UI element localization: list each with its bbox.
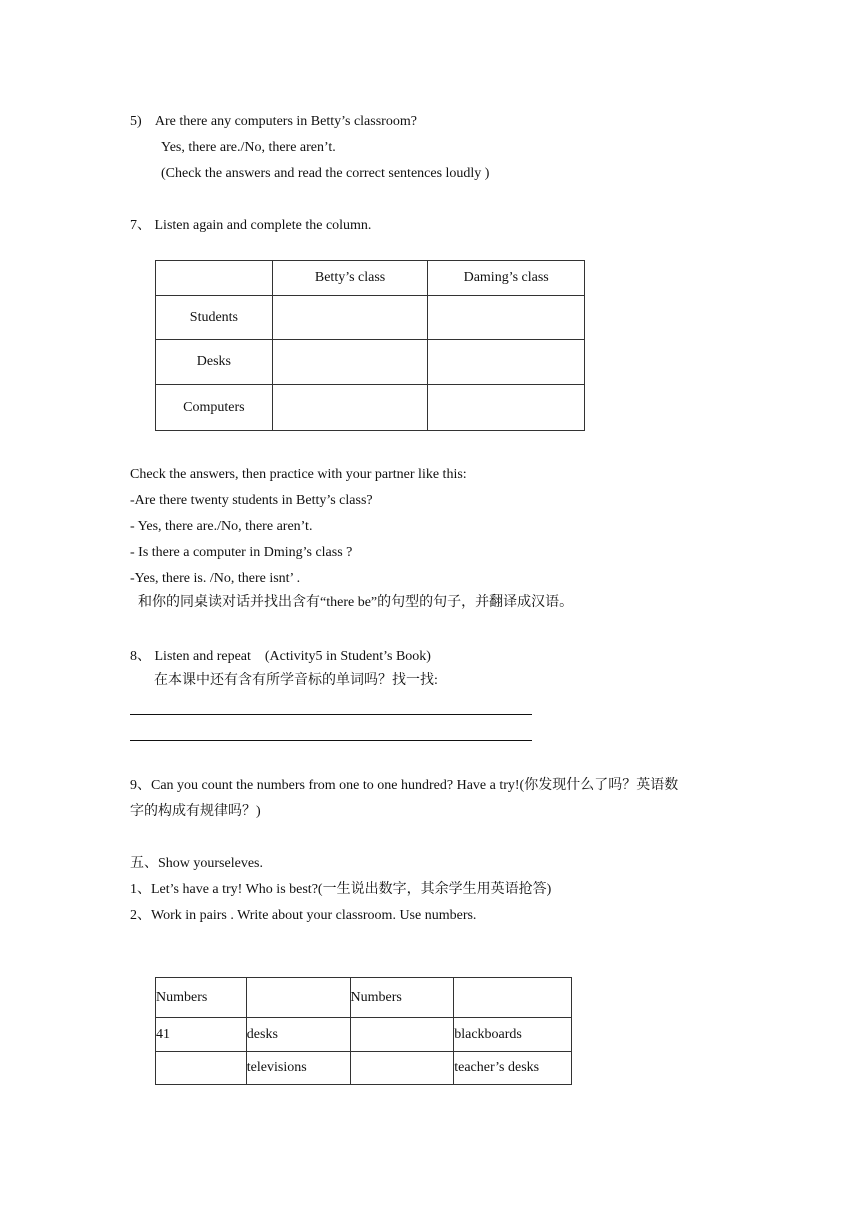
class-comparison-table (155, 260, 585, 431)
chinese-task: 和你的同桌读对话并找出含有“there be”的句型的句子，并翻译成汉语。 (138, 595, 574, 610)
practice-line: -Yes, there is. /No, there isnt’ . (130, 571, 301, 586)
table-row (156, 296, 585, 340)
item-cell: blackboards (454, 1018, 572, 1052)
table-header-cell: Numbers (156, 978, 247, 1018)
item-cell: teacher’s desks (454, 1052, 572, 1085)
q7-heading: 7、 Listen again and complete the column. (130, 218, 372, 233)
practice-line: -Are there twenty students in Betty’s class? (130, 493, 373, 508)
answer-cell[interactable] (272, 385, 428, 431)
table-header-cell (156, 261, 273, 296)
answer-line[interactable] (130, 714, 532, 715)
table-header-cell: Daming’s class (428, 261, 585, 296)
table-header-cell: Numbers (350, 978, 454, 1018)
practice-intro: Check the answers, then practice with your partner like this: (130, 467, 467, 482)
number-cell: 41 (156, 1018, 247, 1052)
table-row (156, 385, 585, 431)
answer-cell[interactable] (246, 978, 350, 1018)
answer-line[interactable] (130, 740, 532, 741)
answer-cell[interactable] (428, 296, 585, 340)
answer-cell[interactable] (272, 296, 428, 340)
q5-instruction: (Check the answers and read the correct sentences loudly ) (161, 166, 490, 181)
number-cell[interactable] (156, 1052, 247, 1085)
q8-heading: 8、 Listen and repeat (Activity5 in Student’s Book) (130, 649, 431, 664)
q5-answer: Yes, there are./No, there aren’t. (161, 140, 336, 155)
table-header-row (156, 978, 572, 1018)
number-cell[interactable] (350, 1018, 454, 1052)
table-header-cell: Betty’s class (272, 261, 428, 296)
answer-cell[interactable] (272, 340, 428, 385)
section5-heading: 五、Show yourseleves. (130, 856, 263, 871)
number-cell[interactable] (350, 1052, 454, 1085)
item-cell: televisions (246, 1052, 350, 1085)
q9-line2: 字的构成有规律吗？) (130, 804, 261, 819)
table-header-row (156, 261, 585, 296)
row-label: Students (156, 296, 273, 340)
answer-cell[interactable] (454, 978, 572, 1018)
section5-item2: 2、Work in pairs . Write about your classroom. Use numbers. (130, 908, 477, 923)
practice-line: - Yes, there are./No, there aren’t. (130, 519, 313, 534)
row-label: Desks (156, 340, 273, 385)
practice-line: - Is there a computer in Dming’s class ? (130, 545, 353, 560)
section5-item1: 1、Let’s have a try! Who is best?(一生说出数字，其余学生用英语抢答) (130, 882, 552, 897)
answer-cell[interactable] (428, 385, 585, 431)
item-cell: desks (246, 1018, 350, 1052)
q9-line1: 9、Can you count the numbers from one to one hundred? Have a try!(你发现什么了吗？英语数 (130, 778, 679, 793)
q8-task: 在本课中还有含有所学音标的单词吗？找一找: (154, 673, 438, 688)
answer-cell[interactable] (428, 340, 585, 385)
table-row (156, 340, 585, 385)
table-row (156, 1052, 572, 1085)
q5-question: 5) Are there any computers in Betty’s classroom? (130, 114, 417, 129)
table-row (156, 1018, 572, 1052)
classroom-numbers-table (155, 977, 572, 1085)
row-label: Computers (156, 385, 273, 431)
